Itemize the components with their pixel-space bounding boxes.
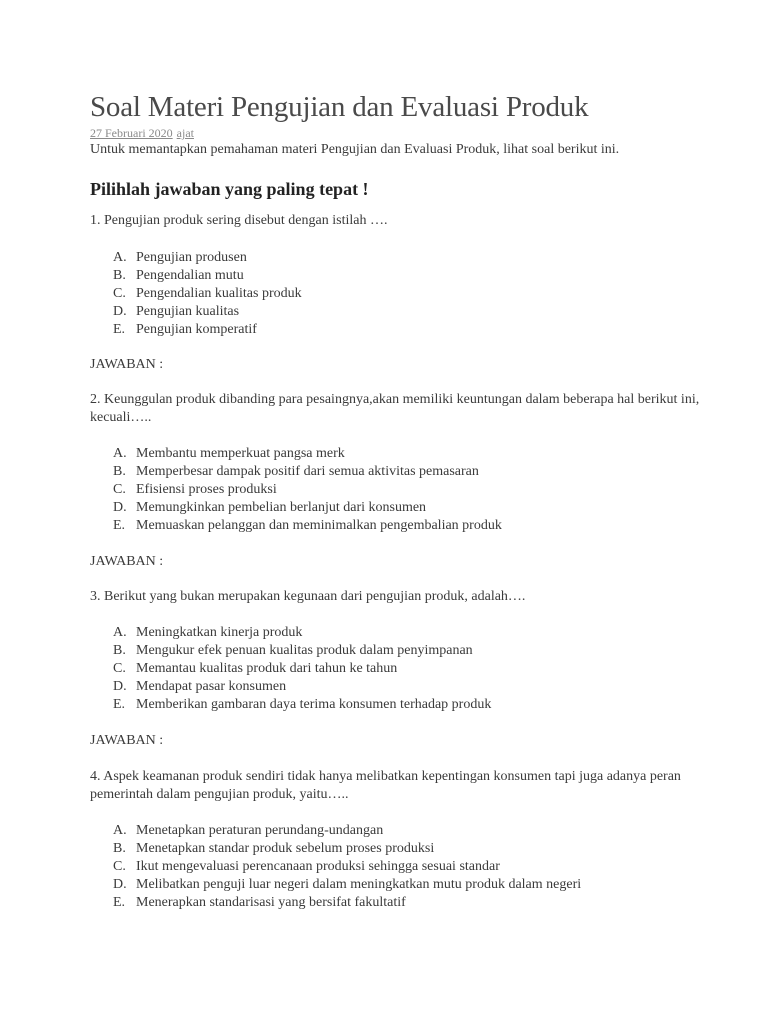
- post-meta: [90, 125, 730, 141]
- question-2: 2. Keunggulan produk dibanding para pesaingnya,akan memiliki keuntungan dalam beberapa hal berikut ini, kecuali…..: [90, 392, 700, 425]
- post-date-link[interactable]: 27 Februari 2020: [90, 126, 173, 140]
- option-e: E. Memuaskan pelanggan dan meminimalkan pengembalian produk: [113, 518, 502, 533]
- option-a: A. Menetapkan peraturan perundang-undangan: [113, 823, 384, 838]
- option-a: A. Pengujian produsen: [113, 250, 247, 265]
- answer-label-2: JAWABAN :: [90, 554, 164, 569]
- option-e: E. Menerapkan standarisasi yang bersifat fakultatif: [113, 895, 406, 910]
- author-link[interactable]: ajat: [176, 126, 194, 140]
- question-1: 1. Pengujian produk sering disebut dengan istilah ….: [90, 213, 388, 228]
- page-title: Soal Materi Pengujian dan Evaluasi Produk: [90, 91, 589, 123]
- option-b: B. Menetapkan standar produk sebelum proses produksi: [113, 841, 435, 856]
- instruction-heading: Pilihlah jawaban yang paling tepat !: [90, 179, 369, 199]
- question-1-options: [90, 249, 730, 339]
- option-d: D. Memungkinkan pembelian berlanjut dari konsumen: [113, 500, 427, 515]
- question-3-options: [90, 624, 730, 714]
- option-a: A. Meningkatkan kinerja produk: [113, 625, 303, 640]
- answer-label-3: JAWABAN :: [90, 733, 164, 748]
- question-2-options: [90, 445, 730, 535]
- option-b: B. Mengukur efek penuan kualitas produk dalam penyimpanan: [113, 643, 473, 658]
- option-c: C. Ikut mengevaluasi perencanaan produksi sehingga sesuai standar: [113, 859, 500, 874]
- option-b: B. Memperbesar dampak positif dari semua aktivitas pemasaran: [113, 464, 479, 479]
- question-3: 3. Berikut yang bukan merupakan kegunaan dari pengujian produk, adalah….: [90, 589, 526, 604]
- article: [90, 88, 730, 912]
- option-a: A. Membantu memperkuat pangsa merk: [113, 446, 345, 461]
- option-d: D. Melibatkan penguji luar negeri dalam meningkatkan mutu produk dalam negeri: [113, 877, 582, 892]
- option-b: B. Pengendalian mutu: [113, 268, 244, 283]
- option-c: C. Memantau kualitas produk dari tahun ke tahun: [113, 661, 398, 676]
- question-4-options: [90, 822, 730, 912]
- option-d: D. Mendapat pasar konsumen: [113, 679, 287, 694]
- option-c: C. Pengendalian kualitas produk: [113, 286, 302, 301]
- option-e: E. Memberikan gambaran daya terima konsumen terhadap produk: [113, 697, 492, 712]
- option-c: C. Efisiensi proses produksi: [113, 482, 277, 497]
- answer-label-1: JAWABAN :: [90, 357, 164, 372]
- question-4: 4. Aspek keamanan produk sendiri tidak hanya melibatkan kepentingan konsumen tapi juga adanya peran pemerintah dalam pengujian produk, yaitu…..: [90, 769, 681, 802]
- intro-text: Untuk memantapkan pemahaman materi Pengujian dan Evaluasi Produk, lihat soal berikut ini.: [90, 142, 620, 157]
- option-e: E. Pengujian komperatif: [113, 322, 257, 337]
- option-d: D. Pengujian kualitas: [113, 304, 240, 319]
